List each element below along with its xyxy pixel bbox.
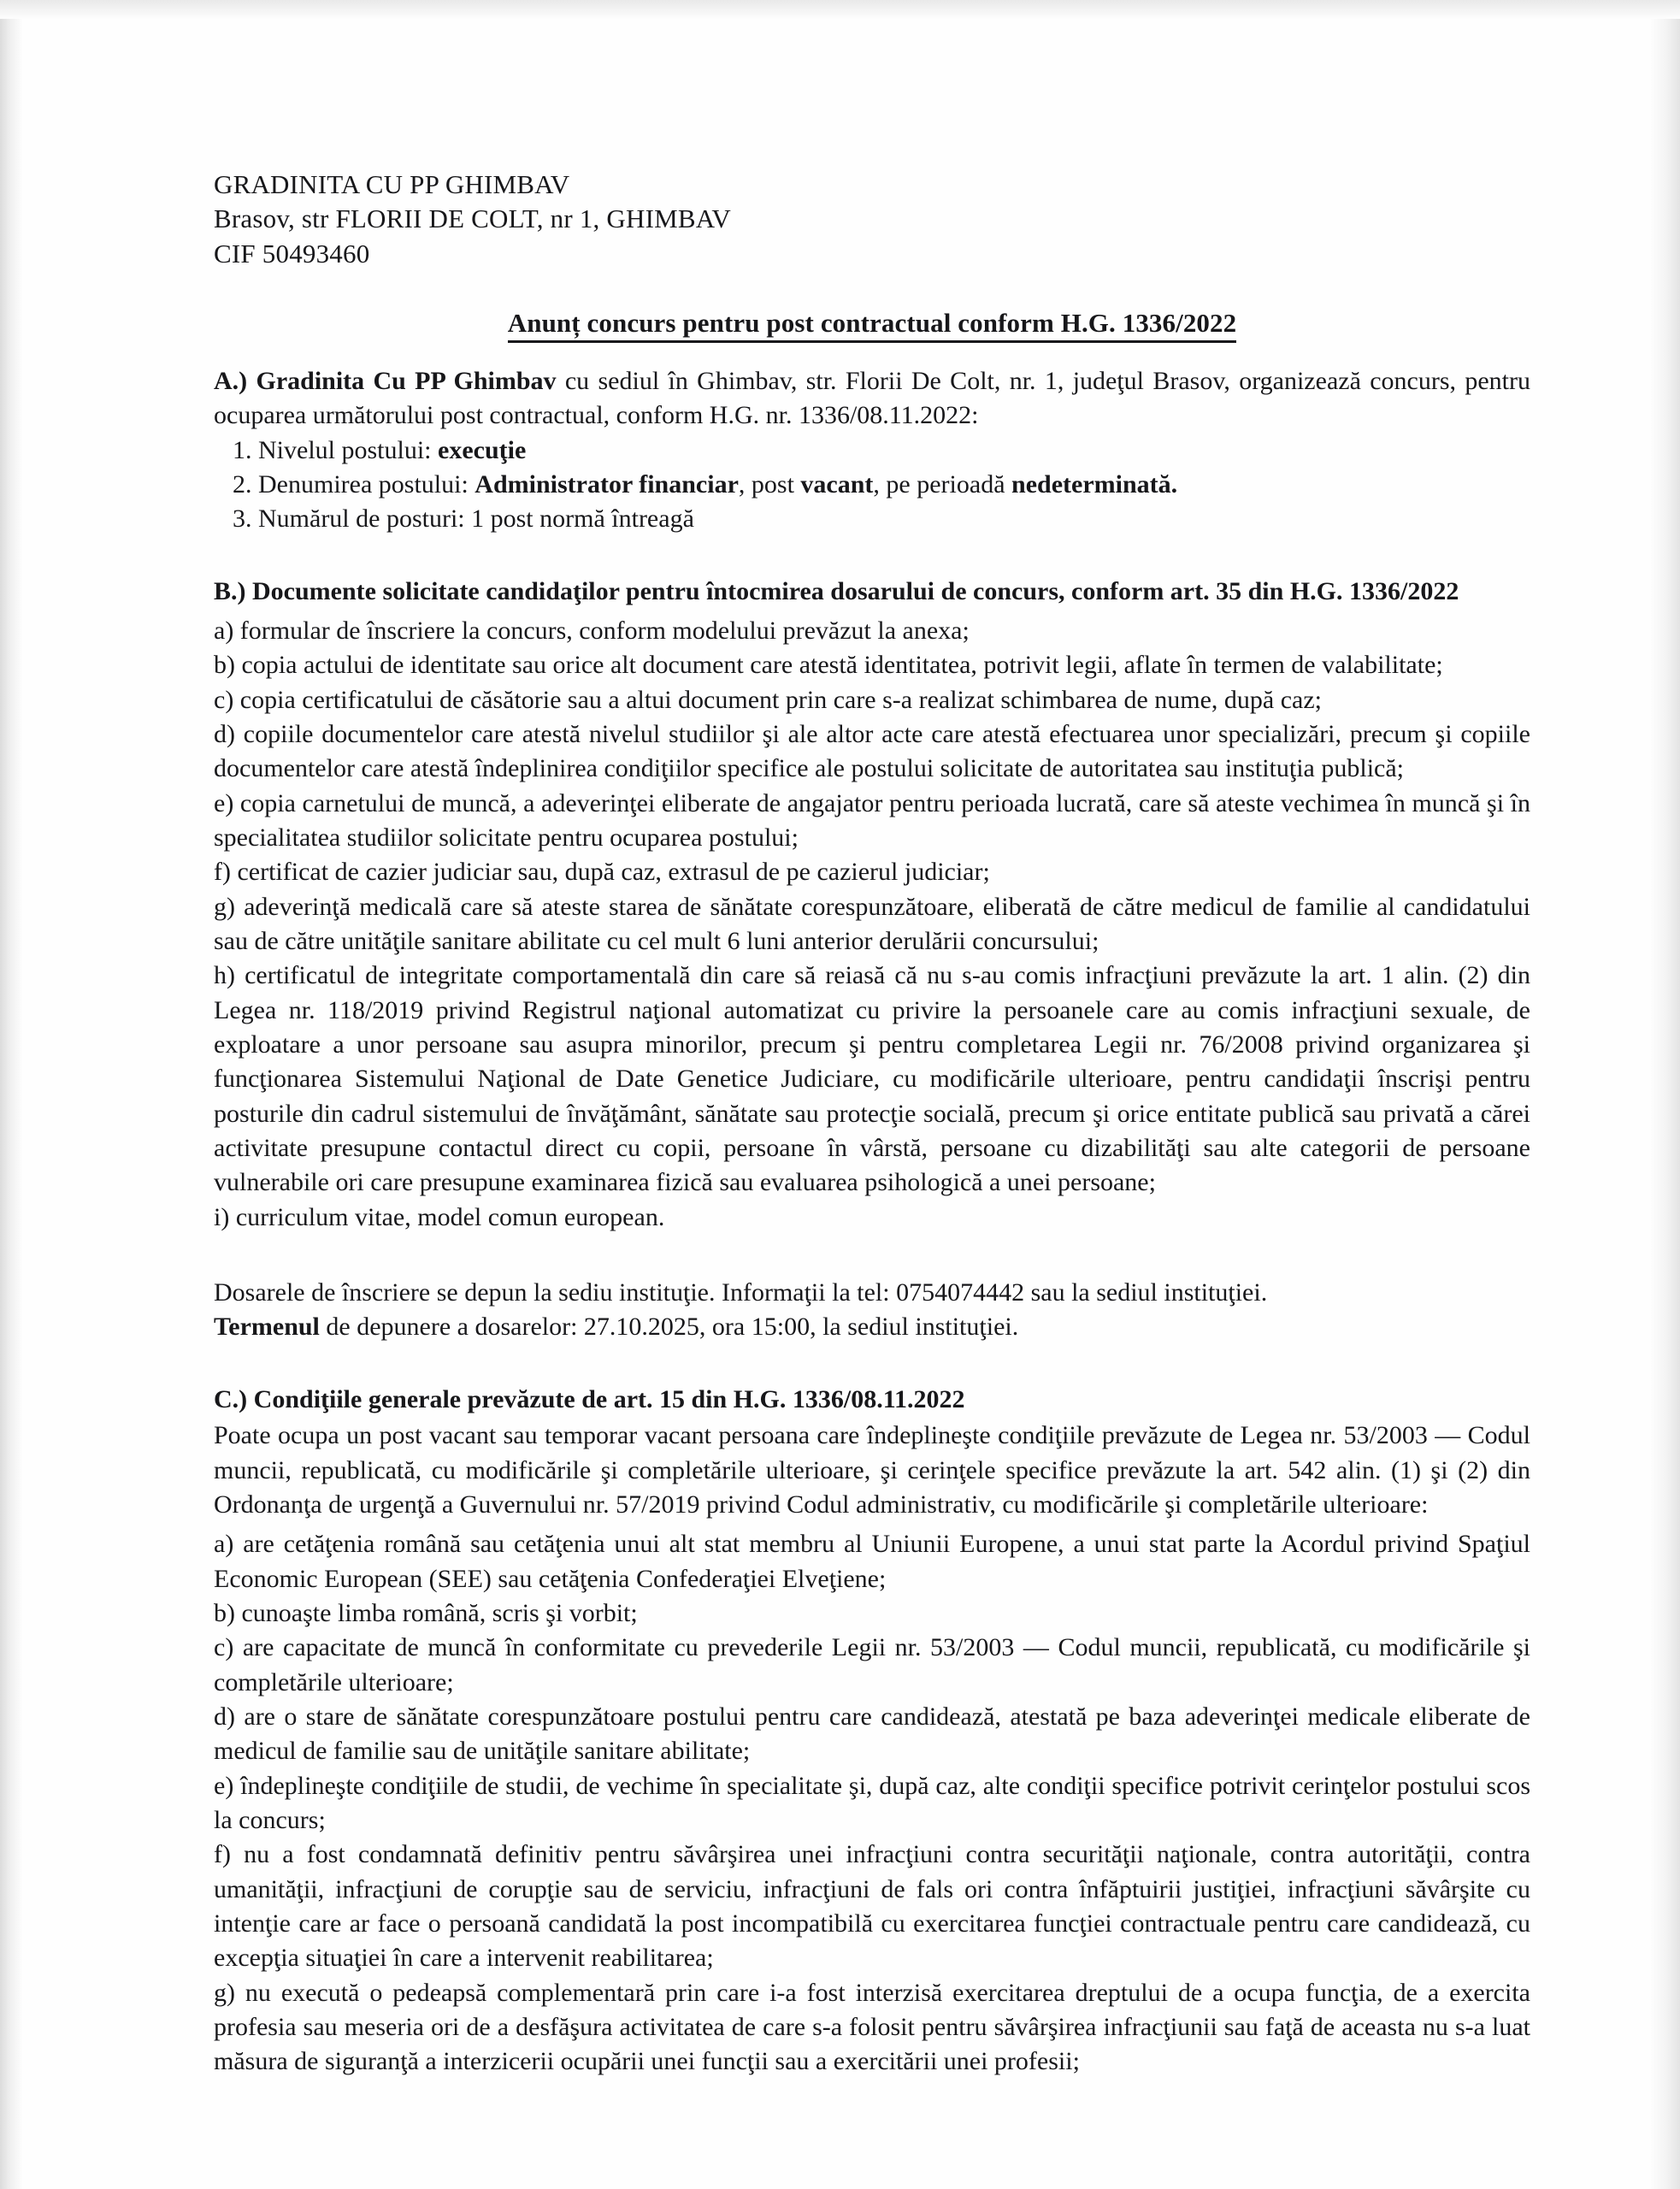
submission-info bbox=[214, 1276, 1530, 1345]
letterhead-cif: CIF 50493460 bbox=[214, 238, 370, 268]
letterhead-institution: GRADINITA CU PP GHIMBAV bbox=[214, 169, 570, 199]
section-a-intro bbox=[214, 364, 1530, 434]
list-item: d) are o stare de sănătate corespunzătoare postului pentru care candidează, atestată pe baza adeverinţei medicale eliberate de medicul de familie sau de unităţile sanitare abilitate; bbox=[214, 1702, 1530, 1766]
list-item bbox=[233, 502, 1530, 536]
page-title bbox=[214, 308, 1530, 339]
list-item: b) cunoaşte limba română, scris şi vorbit; bbox=[214, 1598, 638, 1627]
section-c-heading: C.) Condiţiile generale prevăzute de art. 15 din H.G. 1336/08.11.2022 bbox=[214, 1384, 965, 1413]
section-a-intro-bold: A.) Gradinita Cu PP Ghimbav bbox=[214, 366, 557, 395]
list-item: a) are cetăţenia română sau cetăţenia unui alt stat membru al Uniunii Europene, a unui stat parte la Acordul privind Spaţiul Economic European (SEE) sau cetăţenia Confederaţiei Elveţiene; bbox=[214, 1530, 1530, 1593]
item-bold-2: vacant bbox=[800, 469, 874, 499]
submission-deadline-rest: de depunere a dosarelor: 27.10.2025, ora 15:00, la sediul instituţiei. bbox=[319, 1313, 1019, 1342]
document-body bbox=[214, 0, 1530, 2080]
list-item bbox=[233, 434, 1530, 468]
list-item: g) adeverinţă medicală care să ateste starea de sănătate corespunzătoare, eliberată de către medicul de familie al candidatului sau de către unităţile sanitare abilitate cu cel mult 6 luni anterior derulării concursului; bbox=[214, 892, 1530, 956]
section-b-heading: B.) Documente solicitate candidaţilor pentru întocmirea dosarului de concurs, conform art. 35 din H.G. 1336/2022 bbox=[214, 576, 1459, 605]
list-item: g) nu execută o pedeapsă complementară prin care i-a fost interzisă exercitarea dreptului de a ocupa funcţia, de a exercita profesia sau meseria ori de a desfăşura activitatea de care s-a folosit pentru săvârşirea infracţiunii sau faţă de aceasta nu s-a luat măsura de siguranţă a interzicerii ocupării unei funcţii sau a exercitării unei profesii; bbox=[214, 1978, 1530, 2076]
letterhead-address: Brasov, str FLORII DE COLT, nr 1, GHIMBAV bbox=[214, 204, 731, 234]
list-item: f) nu a fost condamnată definitiv pentru săvârşirea unei infracţiuni contra securităţii naţionale, contra autorităţii, contra umanităţii, infracţiuni de corupţie sau de serviciu, infracţiuni de fals ori contra înfăptuirii justiţiei, infracţiuni săvârşite cu intenţie care ar face o persoană candidată la post incompatibilă cu exercitarea funcţiei contractuale pentru care candidează, cu excepţia situaţiei în care a intervenit reabilitarea; bbox=[214, 1840, 1530, 1973]
item-bold-1: Administrator financiar bbox=[475, 469, 739, 499]
list-item: e) copia carnetului de muncă, a adeverinţei eliberate de angajator pentru perioada lucrată, care să ateste vechimea în muncă şi în specialitatea studiilor solicitate pentru ocuparea postului; bbox=[214, 788, 1530, 853]
item-mid-2: , pe perioadă bbox=[873, 469, 1012, 499]
list-item: h) certificatul de integritate comportamentală din care să reiasă că nu s-au comis infracţiuni prevăzute la art. 1 alin. (2) din Legea nr. 118/2019 privind Registrul naţional automatizat cu privire la persoanele care au comis infracţiuni sexuale, de exploatare a unor persoane sau asupra minorilor, precum şi pentru completarea Legii nr. 76/2008 privind organizarea şi funcţionarea Sistemului Naţional de Date Genetice Judiciare, cu modificările ulterioare, pentru candidaţii înscrişi pentru posturile din cadrul sistemului de învăţământ, sănătate sau protecţie socială, precum şi orice entitate publică sau privată a cărei activitate presupune contactul direct cu copii, persoane în vârstă, persoane cu dizabilităţi sau alte categorii de persoane vulnerabile ori care presupune examinarea fizică sau evaluarea psihologică a unei persoane; bbox=[214, 961, 1530, 1197]
item-bold-3: nedeterminată. bbox=[1011, 469, 1178, 499]
letterhead bbox=[214, 168, 1530, 271]
section-a bbox=[214, 364, 1530, 537]
section-a-items bbox=[214, 434, 1530, 537]
section-b-items bbox=[214, 614, 1530, 1235]
list-item: i) curriculum vitae, model comun european. bbox=[214, 1202, 665, 1231]
item-bold-1: execuţie bbox=[438, 435, 527, 464]
submission-line-1: Dosarele de înscriere se depun la sediu instituţie. Informaţii la tel: 0754074442 sau la sediul instituţiei. bbox=[214, 1278, 1268, 1307]
scan-edge-shadow-right bbox=[1651, 0, 1680, 2189]
item-mid-1: , post bbox=[738, 469, 801, 499]
item-lead: 2. Denumirea postului: bbox=[233, 469, 475, 499]
section-c bbox=[214, 1383, 1530, 2080]
item-lead: 1. Nivelul postului: bbox=[233, 435, 438, 464]
section-b bbox=[214, 575, 1530, 1236]
list-item: c) copia certificatului de căsătorie sau a altui document prin care s-a realizat schimbarea de nume, după caz; bbox=[214, 685, 1323, 714]
scan-edge-shadow-left bbox=[0, 0, 22, 2189]
list-item: d) copiile documentelor care atestă nivelul studiilor şi ale altor acte care atestă efectuarea unor specializări, precum şi copiile documentelor care atestă îndeplinirea condiţiilor specifice ale postului solicitate de autoritatea sau instituţia publică; bbox=[214, 719, 1530, 783]
submission-deadline-label: Termenul bbox=[214, 1313, 320, 1342]
submission-line-2 bbox=[214, 1310, 1530, 1344]
list-item: a) formular de înscriere la concurs, conform modelului prevăzut la anexa; bbox=[214, 616, 970, 645]
item-lead: 3. Numărul de posturi: 1 post normă întreagă bbox=[233, 504, 694, 534]
list-item bbox=[233, 468, 1530, 502]
section-c-items bbox=[214, 1527, 1530, 2080]
list-item: c) are capacitate de muncă în conformitate cu prevederile Legii nr. 53/2003 — Codul muncii, republicată, cu modificările şi completările ulterioare; bbox=[214, 1633, 1530, 1696]
section-a-intro-rest: cu sediul în Ghimbav, str. Florii De Colt, nr. 1, judeţul Brasov, organizează concurs, pentru ocuparea următorului post contractual, conform H.G. nr. 1336/08.11.2022: bbox=[214, 366, 1530, 430]
list-item: e) îndeplineşte condiţiile de studii, de vechime în specialitate şi, după caz, alte condiţii specifice potrivit cerinţelor postului scos la concurs; bbox=[214, 1771, 1530, 1834]
page-title-text: Anunț concurs pentru post contractual conform H.G. 1336/2022 bbox=[508, 308, 1236, 343]
section-c-intro: Poate ocupa un post vacant sau temporar vacant persoana care îndeplineşte condiţiile prevăzute de Legea nr. 53/2003 — Codul muncii, republicată, cu modificările şi completările ulterioare, şi cerinţele specifice prevăzute la art. 542 alin. (1) şi (2) din Ordonanţa de urgenţă a Guvernului nr. 57/2019 privind Codul administrativ, cu modificările şi completările ulterioare: bbox=[214, 1421, 1530, 1519]
list-item: b) copia actului de identitate sau orice alt document care atestă identitatea, potrivit legii, aflate în termen de valabilitate; bbox=[214, 651, 1443, 680]
list-item: f) certificat de cazier judiciar sau, după caz, extrasul de pe cazierul judiciar; bbox=[214, 858, 990, 887]
